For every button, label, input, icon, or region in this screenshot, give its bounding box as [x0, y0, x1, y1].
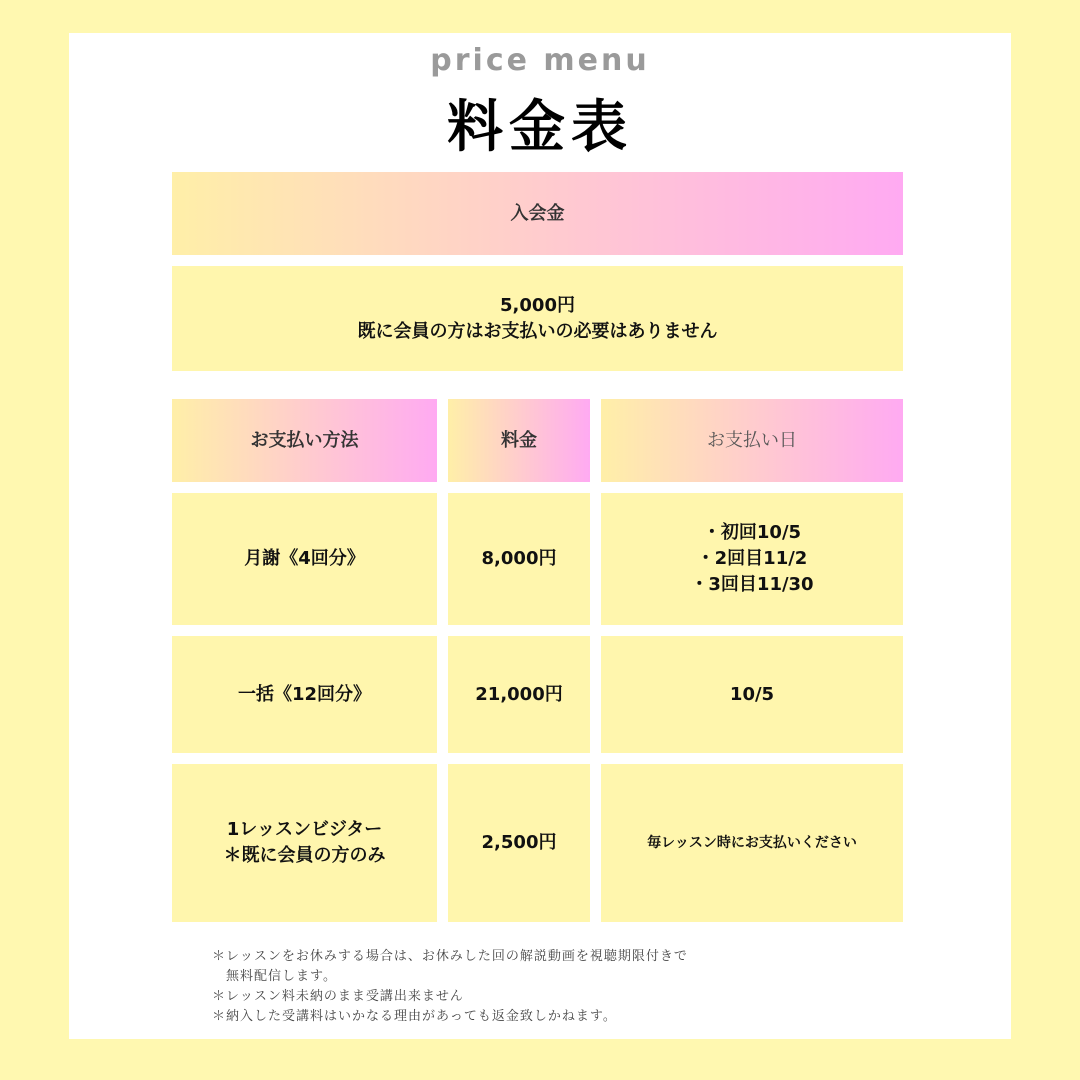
entrance-fee-body	[172, 266, 903, 371]
date-text: ・3回目11/30	[690, 574, 814, 595]
method-text: 月謝《4回分》	[244, 548, 365, 569]
entrance-fee-note: 既に会員の方はお支払いの必要はありません	[357, 320, 718, 342]
table-row-visitor-method	[172, 764, 437, 922]
footnote-continued: 無料配信します。	[226, 969, 337, 984]
footnotes	[212, 947, 832, 1027]
header-payment-date-label: お支払い日	[707, 429, 797, 451]
table-row-lump-dates	[601, 636, 903, 753]
price-text: 21,000円	[475, 683, 563, 705]
date-text: ・2回目11/2	[696, 548, 808, 569]
method-text: 一括《12回分》	[237, 683, 372, 705]
date-text: 10/5	[729, 683, 775, 705]
table-row-monthly-method	[172, 493, 437, 625]
table-row-monthly-price	[448, 493, 590, 625]
table-row-lump-price	[448, 636, 590, 753]
subtitle: price menu	[430, 43, 650, 78]
header-payment-method	[172, 399, 437, 482]
footnote: ＊レッスンをお休みする場合は、お休みした回の解説動画を視聴期限付きで	[212, 949, 688, 964]
date-text: ・初回10/5	[702, 522, 802, 543]
page-title: 料金表	[447, 95, 633, 160]
header-price-label: 料金	[501, 429, 537, 451]
method-note: ＊既に会員の方のみ	[223, 845, 386, 866]
method-text: 1レッスンビジター	[226, 819, 383, 840]
table-row-lump-method	[172, 636, 437, 753]
entrance-fee-header	[172, 172, 903, 255]
header-price	[448, 399, 590, 482]
price-text: 8,000円	[481, 548, 557, 569]
header-payment-date	[601, 399, 903, 482]
footnote: ＊納入した受講料はいかなる理由があっても返金致しかねます。	[212, 1009, 617, 1024]
table-row-visitor-dates	[601, 764, 903, 922]
table-row-visitor-price	[448, 764, 590, 922]
entrance-fee-label: 入会金	[510, 202, 565, 224]
footnote: ＊レッスン料未納のまま受講出来ません	[212, 989, 464, 1004]
header-payment-method-label: お支払い方法	[250, 429, 359, 451]
price-text: 2,500円	[481, 832, 557, 853]
entrance-fee-price: 5,000円	[500, 294, 575, 316]
date-text: 毎レッスン時にお支払いください	[647, 835, 857, 851]
table-row-monthly-dates	[601, 493, 903, 625]
